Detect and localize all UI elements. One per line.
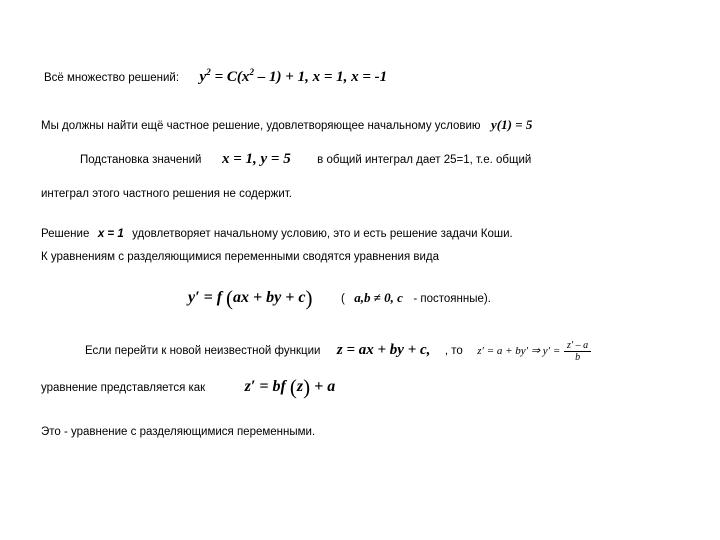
- formula-note-tail: - постоянные).: [413, 293, 491, 305]
- all-solutions-label: Всё множество решений:: [44, 72, 180, 84]
- new-function-substitution: z = ax + by + c,: [336, 342, 431, 359]
- cauchy-solution-value: x = 1: [97, 228, 124, 240]
- formula-note-open: (: [340, 293, 345, 305]
- line-integral-note: интеграл этого частного решения не содержит.: [41, 188, 292, 200]
- formula-note-condition: a,b ≠ 0, c: [354, 290, 403, 305]
- derivation-fraction: [564, 340, 591, 363]
- line-reducible-equations: К уравнениям с разделяющимися переменными сводятся уравнения вида: [41, 251, 440, 263]
- initial-condition-formula: y(1) = 5: [490, 117, 533, 132]
- substitution-tail: в общий интеграл дает 25=1, т.е. общий: [317, 154, 532, 166]
- derivation-fraction-denominator: b: [564, 351, 591, 363]
- line-cauchy-solution: [41, 224, 513, 242]
- new-function-text: Если перейти к новой неизвестной функции: [85, 345, 321, 358]
- new-function-tail: , то: [444, 345, 463, 358]
- cauchy-suffix: удовлетворяет начальному условию, это и есть решение задачи Коши.: [132, 228, 513, 240]
- substitution-values: x = 1, y = 5: [221, 151, 291, 167]
- line-final-equation: [41, 375, 335, 400]
- line-all-solutions: [44, 68, 387, 86]
- line-initial-condition: [41, 116, 532, 134]
- line-substitution: [80, 150, 531, 168]
- formula-final: z′ = bf (z) + a: [244, 375, 336, 399]
- derivation-expression: z′ = a + by′ ⇒ y′ = $\frac{z' - a}{b}$: [477, 345, 592, 357]
- formula-main-row: [188, 286, 491, 311]
- line-conclusion: Это - уравнение с разделяющимися переменными.: [41, 426, 316, 438]
- cauchy-prefix: Решение: [41, 228, 90, 240]
- all-solutions-formula: $y^2 = C(x^2 - 1) + 1$, x = 1, x = -1: [199, 68, 388, 85]
- formula-main: y′ = f (ax + by + c): [188, 286, 313, 310]
- initial-condition-text: Мы должны найти ещё частное решение, удовлетворяющее начальному условию: [41, 120, 481, 132]
- substitution-label: Подстановка значений: [80, 154, 202, 166]
- line-new-function: [85, 340, 592, 363]
- derivation-fraction-numerator: z′ – a: [567, 340, 589, 351]
- final-equation-label: уравнение представляется как: [41, 382, 206, 394]
